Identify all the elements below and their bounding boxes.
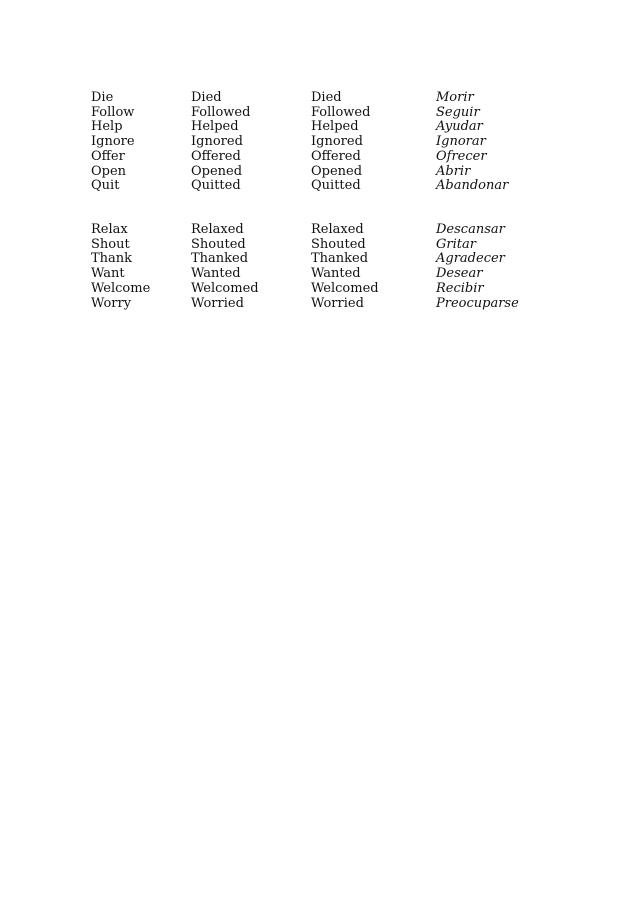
translation-cell: Agradecer — [436, 251, 505, 267]
base-form-cell: Worry — [91, 295, 132, 311]
translation-cell: Recibir — [436, 280, 484, 296]
translation-cell: Morir — [436, 90, 474, 105]
participle-cell: Opened — [311, 163, 363, 179]
translation-cell: Ofrecer — [436, 148, 487, 164]
participle-cell: Welcomed — [311, 280, 379, 296]
base-form-cell: Help — [91, 119, 123, 135]
past-form-cell: Relaxed — [191, 222, 244, 237]
translation-cell: Ayudar — [436, 119, 483, 135]
table-row — [91, 179, 556, 194]
translation-cell: Abandonar — [436, 178, 509, 194]
past-form-cell: Opened — [191, 163, 243, 179]
base-form-cell: Thank — [91, 251, 133, 267]
table-row — [91, 135, 556, 150]
base-form-cell: Open — [91, 163, 127, 179]
translation-cell: Ignorar — [436, 134, 486, 150]
participle-cell: Helped — [311, 119, 359, 135]
table-row — [91, 238, 556, 253]
table-row — [91, 297, 556, 312]
past-form-cell: Worried — [191, 295, 244, 311]
translation-cell: Preocuparse — [436, 295, 519, 311]
past-form-cell: Ignored — [191, 134, 243, 150]
table-row — [91, 282, 556, 297]
participle-cell: Wanted — [311, 266, 361, 282]
past-form-cell: Shouted — [191, 236, 246, 252]
past-form-cell: Welcomed — [191, 280, 259, 296]
base-form-cell: Want — [91, 266, 125, 282]
past-form-cell: Helped — [191, 119, 239, 135]
translation-cell: Seguir — [436, 104, 480, 120]
table-row — [91, 150, 556, 165]
base-form-cell: Follow — [91, 104, 135, 120]
table-row — [91, 252, 556, 267]
participle-cell: Shouted — [311, 236, 366, 252]
base-form-cell: Quit — [91, 178, 120, 194]
participle-cell: Followed — [311, 104, 371, 120]
past-form-cell: Quitted — [191, 178, 241, 194]
table-row — [91, 106, 556, 121]
verb-table-group-1 — [91, 91, 556, 194]
translation-cell: Gritar — [436, 236, 476, 252]
participle-cell: Died — [311, 90, 342, 105]
translation-cell: Desear — [436, 266, 483, 282]
table-row — [91, 165, 556, 180]
participle-cell: Thanked — [311, 251, 369, 267]
participle-cell: Offered — [311, 148, 361, 164]
table-row — [91, 91, 556, 106]
base-form-cell: Relax — [91, 222, 128, 237]
past-form-cell: Died — [191, 90, 222, 105]
base-form-cell: Die — [91, 90, 114, 105]
participle-cell: Relaxed — [311, 222, 364, 237]
past-form-cell: Thanked — [191, 251, 249, 267]
translation-cell: Abrir — [436, 163, 471, 179]
translation-cell: Descansar — [436, 222, 505, 237]
base-form-cell: Welcome — [91, 280, 151, 296]
past-form-cell: Wanted — [191, 266, 241, 282]
base-form-cell: Offer — [91, 148, 125, 164]
base-form-cell: Ignore — [91, 134, 135, 150]
table-row — [91, 120, 556, 135]
table-row — [91, 223, 556, 238]
participle-cell: Ignored — [311, 134, 363, 150]
past-form-cell: Followed — [191, 104, 251, 120]
verb-table-group-2 — [91, 223, 556, 311]
participle-cell: Quitted — [311, 178, 361, 194]
base-form-cell: Shout — [91, 236, 130, 252]
table-row — [91, 267, 556, 282]
past-form-cell: Offered — [191, 148, 241, 164]
participle-cell: Worried — [311, 295, 364, 311]
